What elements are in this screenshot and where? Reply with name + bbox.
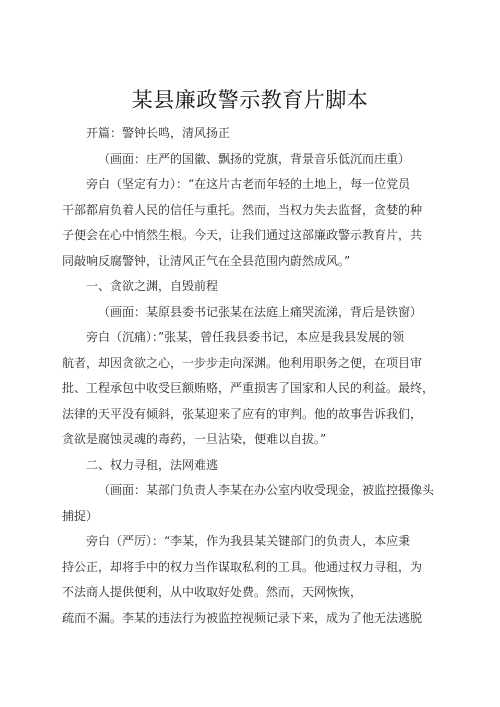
body-line: 贪欲是腐蚀灵魂的毒药，一旦沾染，便难以自拔。” <box>62 432 327 446</box>
body-line: 持公正，却将手中的权力当作谋取私利的工具。他通过权力寻租，为 <box>62 559 423 574</box>
body-line: 干部都肩负着人民的信任与重托。然而，当权力失去监督，贪婪的种 <box>62 202 423 217</box>
body-line: 疏而不漏。李某的违法行为被监控视频记录下来，成为了他无法逃脱 <box>62 610 423 625</box>
body-line: 二、权力寻租，法网难逃 <box>86 457 219 472</box>
body-line: 同敲响反腐警钟，让清风正气在全县范围内蔚然成风。” <box>62 253 351 268</box>
body-line: 旁白（严厉）：“李某，作为我县某关键部门的负责人，本应秉 <box>86 534 411 548</box>
body-line: （画面：庄严的国徽、飘扬的党旗，背景音乐低沉而庄重） <box>98 151 411 166</box>
body-line: 航者，却因贪欲之心，一步步走向深渊。他利用职务之便，在项目审 <box>62 355 423 370</box>
body-line: 捕捉） <box>62 508 99 523</box>
document-body <box>62 121 442 631</box>
body-line: 旁白（坚定有力）：“在这片古老而年轻的土地上，每一位党员 <box>86 177 411 191</box>
body-line: 子便会在心中悄然生根。今天，让我们通过这部廉政警示教育片，共 <box>62 228 423 242</box>
body-line: 一、贪欲之渊，自毁前程 <box>86 279 219 293</box>
body-line: （画面：某原县委书记张某在法庭上痛哭流涕，背后是铁窗） <box>98 304 423 319</box>
body-line: （画面：某部门负责人李某在办公室内收受现金，被监控摄像头 <box>98 483 435 497</box>
body-line: 法律的天平没有倾斜，张某迎来了应有的审判。他的故事告诉我们， <box>62 406 423 421</box>
body-line: 批、工程承包中收受巨额贿赂，严重损害了国家和人民的利益。最终， <box>62 381 435 395</box>
body-line: 不法商人提供便利，从中收取好处费。然而，天网恢恢， <box>62 585 363 599</box>
body-line: 开篇：警钟长鸣，清风扬正 <box>86 126 231 140</box>
body-line: 旁白（沉痛）：”张某，曾任我县委书记，本应是我县发展的领 <box>86 330 405 344</box>
document-title: 某县廉政警示教育片脚本 <box>131 88 369 112</box>
